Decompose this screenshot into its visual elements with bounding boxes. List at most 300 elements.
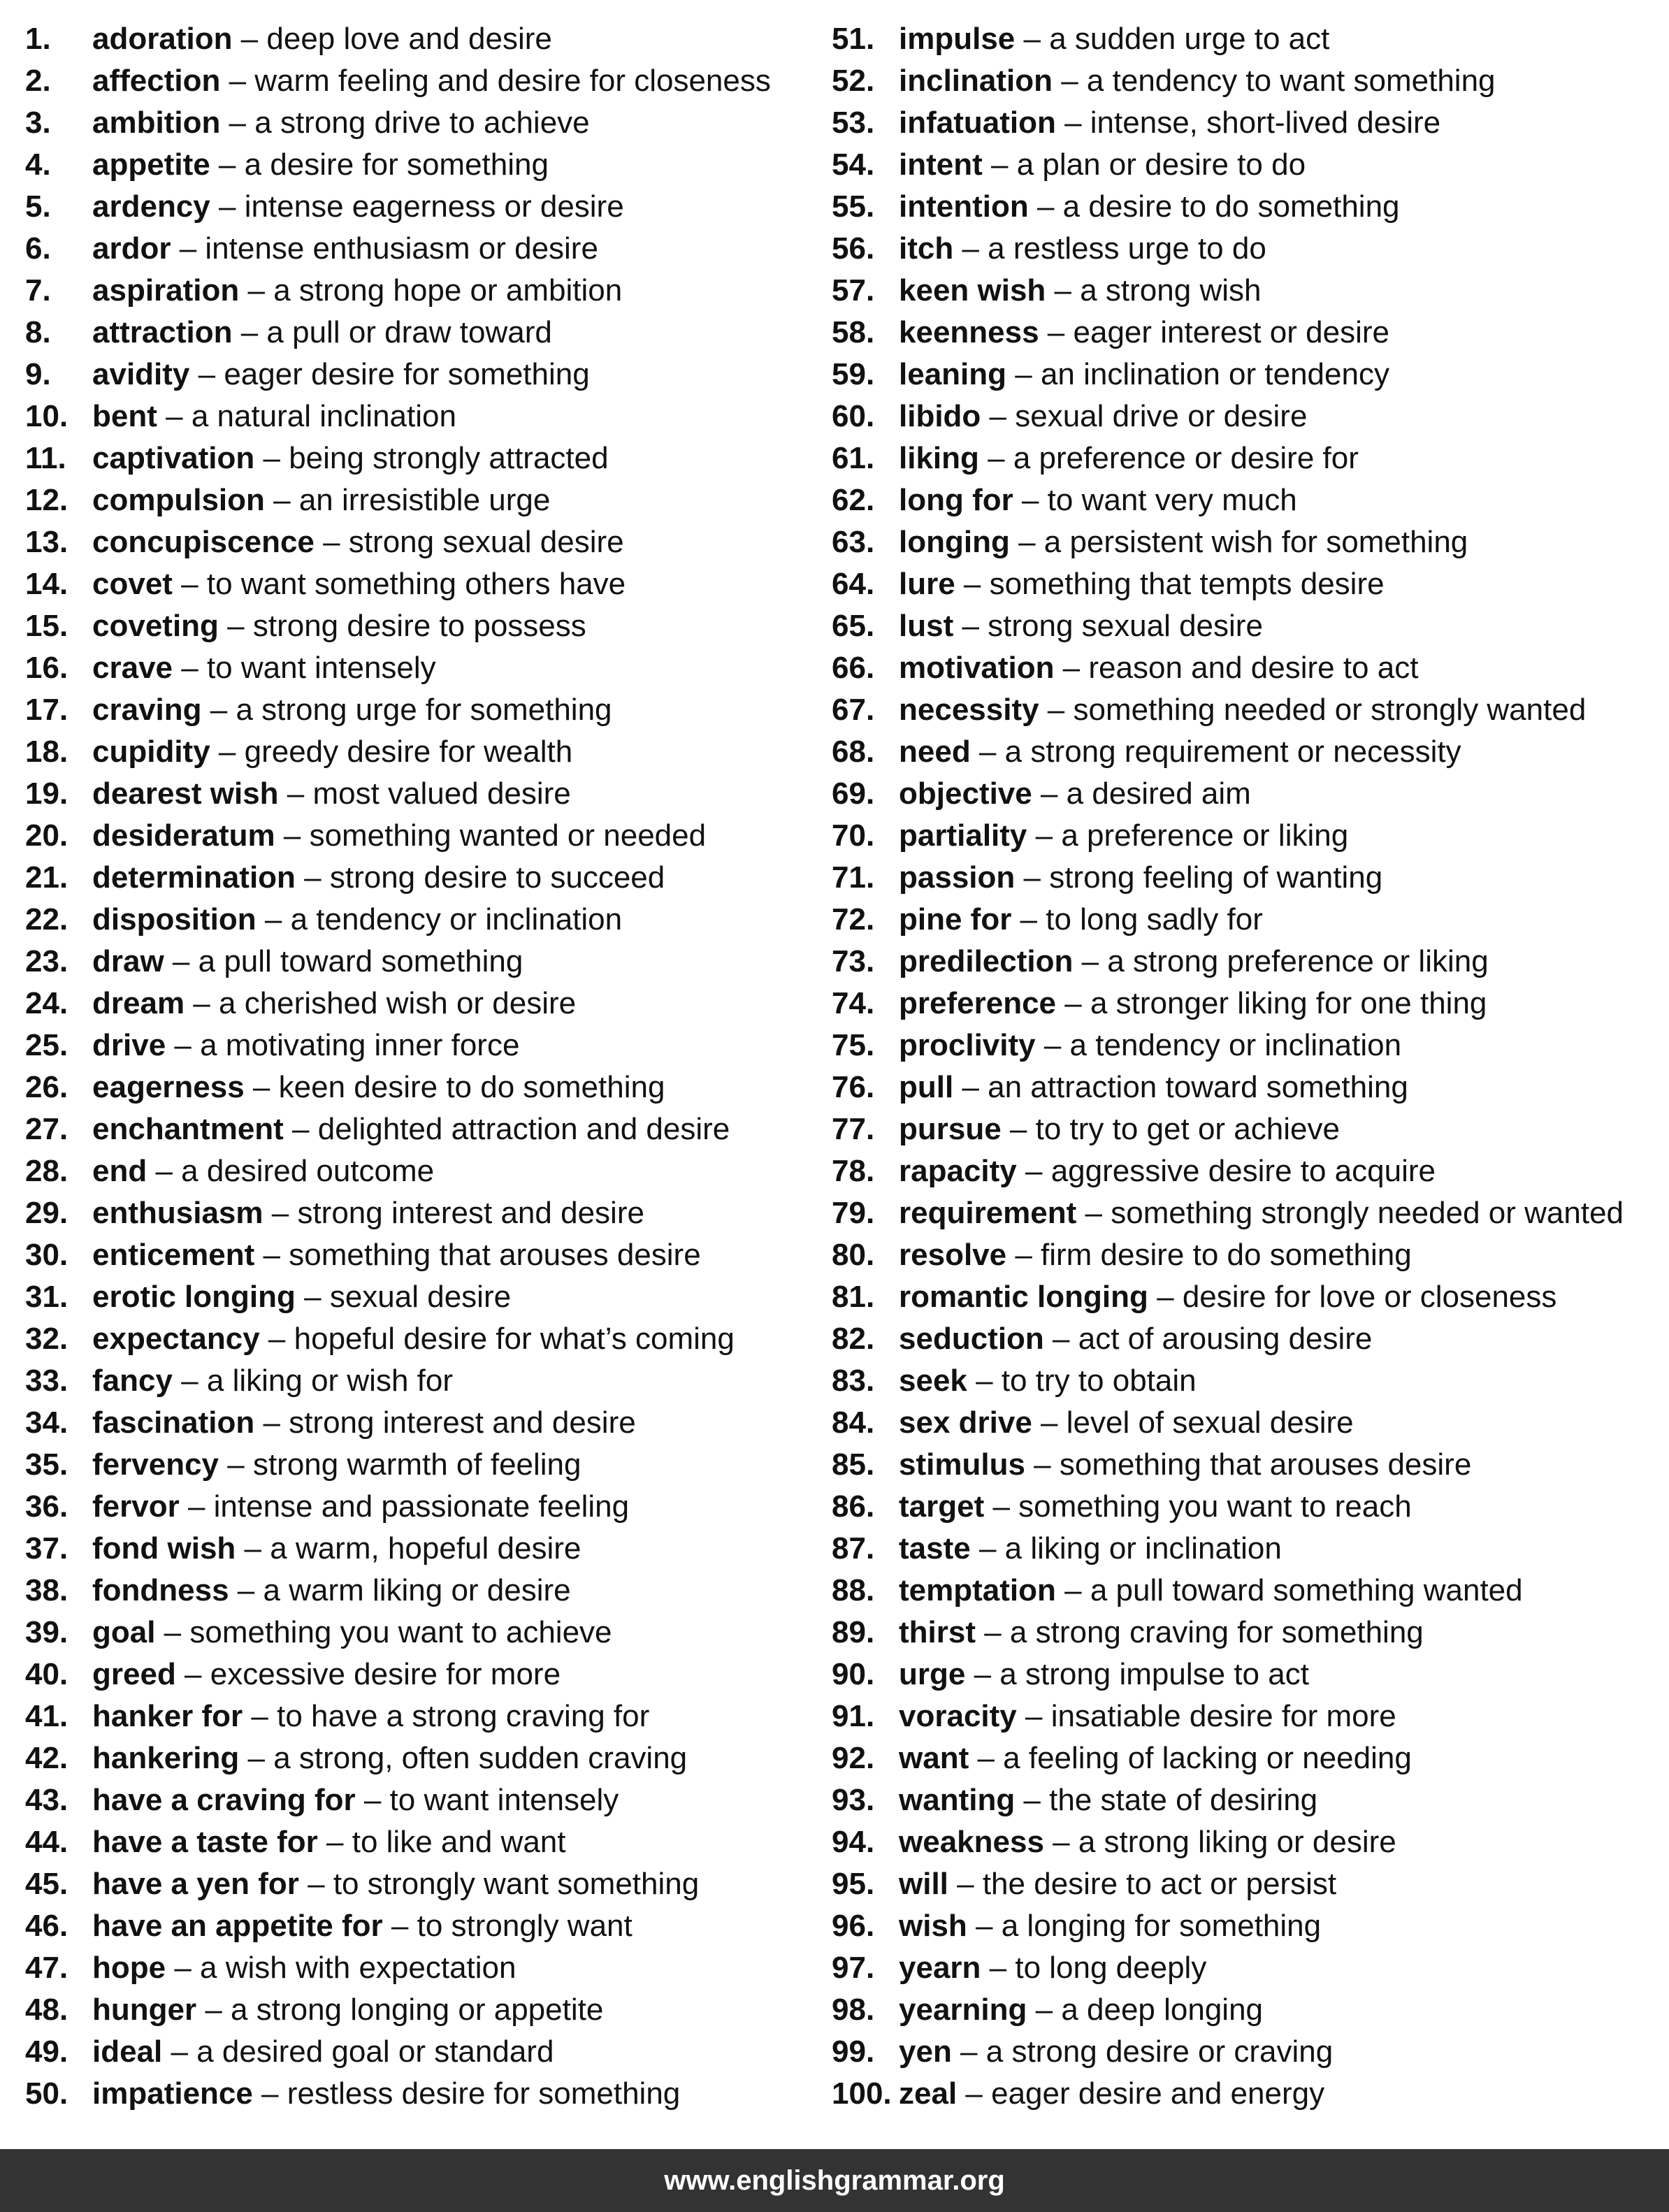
item-number: 56. [832,231,875,266]
item-word: seek [899,1364,967,1398]
item-definition: a desire for something [244,147,549,182]
item-definition: eager desire for something [224,357,590,391]
item-word: hunger [92,1993,197,2027]
item-definition: something that arouses desire [289,1238,701,1272]
item-definition: strong feeling of wanting [1049,860,1383,895]
item-number: 83. [832,1364,875,1398]
item-number: 59. [832,357,875,391]
item-definition: a feeling of lacking or needing [1003,1741,1412,1775]
item-separator: – [1016,1699,1051,1733]
list-item [25,1821,829,1863]
list-item [832,521,1663,563]
list-item [25,354,829,396]
item-number: 46. [25,1909,68,1943]
item-word: weakness [899,1825,1044,1859]
item-definition: a strong, often sudden craving [273,1741,688,1775]
list-item [25,1737,829,1779]
list-item [25,1234,829,1276]
item-definition: the desire to act or persist [982,1867,1337,1901]
item-number: 82. [832,1322,875,1356]
item-separator: – [382,1909,417,1943]
item-number: 84. [832,1405,875,1440]
item-word: concupiscence [92,525,315,559]
item-separator: – [970,1531,1005,1566]
item-number: 41. [25,1699,68,1733]
item-word: expectancy [92,1322,260,1356]
list-item [832,1612,1663,1654]
list-item [25,1654,829,1696]
item-number: 47. [25,1951,68,1985]
item-separator: – [957,2076,992,2111]
footer-url[interactable]: www.englishgrammar.org [664,2164,1005,2196]
item-word: craving [92,693,202,727]
list-item [25,1402,829,1444]
item-number: 39. [25,1615,68,1649]
item-number: 2. [25,64,51,98]
item-number: 35. [25,1447,68,1482]
item-number: 34. [25,1405,68,1440]
item-number: 90. [832,1657,875,1691]
item-word: determination [92,860,296,895]
item-separator: – [317,1825,352,1859]
list-item [832,396,1663,438]
item-definition: a longing for something [1001,1909,1322,1943]
list-item [832,941,1663,983]
list-item [832,1779,1663,1821]
item-separator: – [953,609,988,643]
item-definition: intense and passionate feeling [213,1489,630,1524]
item-number: 55. [832,189,875,224]
item-separator: – [164,944,198,978]
list-item [832,815,1663,857]
item-definition: a cherished wish or desire [219,986,577,1020]
list-item [832,1318,1663,1360]
item-definition: a strong wish [1080,273,1262,308]
item-definition: eager interest or desire [1073,315,1389,349]
item-definition: a strong urge for something [236,693,612,727]
list-item [25,1612,829,1654]
item-word: hope [92,1951,166,1985]
item-word: draw [92,944,164,978]
list-item [25,270,829,312]
item-number: 6. [25,231,51,266]
list-item [25,144,829,186]
item-number: 18. [25,735,68,769]
list-item [832,1360,1663,1402]
item-definition: aggressive desire to acquire [1050,1154,1436,1188]
list-item [832,1108,1663,1150]
item-word: eagerness [92,1070,245,1104]
item-word: dream [92,986,185,1020]
item-number: 76. [832,1070,875,1104]
item-definition: hopeful desire for what’s coming [294,1322,735,1356]
item-number: 12. [25,483,68,517]
item-separator: – [1032,776,1067,811]
item-number: 62. [832,483,875,517]
item-separator: – [236,1531,270,1566]
item-number: 81. [832,1280,875,1314]
item-word: inclination [899,64,1053,98]
item-definition: restless desire for something [287,2076,681,2111]
item-number: 61. [832,441,875,475]
item-word: appetite [92,147,210,182]
item-word: itch [899,231,954,266]
item-definition: something strongly needed or wanted [1111,1196,1624,1230]
item-separator: – [295,1280,330,1314]
item-separator: – [185,986,219,1020]
item-definition: something that tempts desire [989,567,1385,601]
item-word: bent [92,399,157,433]
item-number: 99. [832,2034,875,2069]
item-definition: an inclination or tendency [1040,357,1389,391]
item-number: 100. [832,2076,892,2111]
item-separator: – [254,1405,289,1440]
list-item [832,1234,1663,1276]
item-separator: – [951,2034,986,2069]
item-definition: to want intensely [389,1783,619,1817]
item-number: 53. [832,106,875,140]
item-definition: something you want to reach [1018,1489,1412,1524]
item-word: keen wish [899,273,1046,308]
item-separator: – [314,525,349,559]
item-definition: intense, short-lived desire [1090,106,1441,140]
item-number: 7. [25,273,51,308]
item-separator: – [259,1322,294,1356]
item-definition: eager desire and energy [991,2076,1325,2111]
item-definition: reason and desire to act [1088,651,1419,685]
list-item [25,857,829,899]
list-item [832,1192,1663,1234]
item-definition: a strong hope or ambition [273,273,623,308]
item-word: motivation [899,651,1055,685]
item-separator: – [1055,106,1090,140]
item-word: hankering [92,1741,240,1775]
item-number: 89. [832,1615,875,1649]
list-item [25,396,829,438]
item-definition: strong interest and desire [289,1405,636,1440]
item-word: have a yen for [92,1867,299,1901]
item-separator: – [219,1447,253,1482]
item-definition: strong desire to succeed [329,860,665,895]
item-word: longing [899,525,1010,559]
item-word: infatuation [899,106,1056,140]
item-word: target [899,1489,985,1524]
item-separator: – [1043,1825,1078,1859]
list-item [25,1276,829,1318]
item-number: 96. [832,1909,875,1943]
item-separator: – [298,1867,333,1901]
item-separator: – [982,147,1017,182]
item-definition: sexual drive or desire [1015,399,1308,433]
item-number: 80. [832,1238,875,1272]
item-word: wanting [899,1783,1016,1817]
item-separator: – [189,357,224,391]
item-definition: most valued desire [312,776,571,811]
item-number: 25. [25,1028,68,1062]
item-separator: – [243,1699,277,1733]
item-word: proclivity [899,1028,1036,1062]
list-item [25,1989,829,2031]
item-definition: act of arousing desire [1078,1322,1373,1356]
item-definition: level of sexual desire [1066,1405,1354,1440]
item-separator: – [981,1951,1016,1985]
item-separator: – [967,1364,1002,1398]
list-item [25,438,829,479]
item-separator: – [278,776,313,811]
item-word: fondness [92,1573,229,1607]
list-item [25,1779,829,1821]
item-separator: – [981,399,1016,433]
item-separator: – [953,1070,988,1104]
item-number: 63. [832,525,875,559]
list-item [832,228,1663,270]
item-definition: a strong longing or appetite [231,1993,604,2027]
item-number: 48. [25,1993,68,2027]
item-word: impulse [899,22,1016,56]
item-number: 72. [832,902,875,937]
item-definition: a wish with expectation [200,1951,516,1985]
item-definition: a motivating inner force [200,1028,520,1062]
list-item [832,605,1663,647]
item-word: yearning [899,1993,1027,2027]
item-word: yen [899,2034,952,2069]
item-definition: a strong preference or liking [1107,944,1489,978]
item-number: 52. [832,64,875,98]
list-item [25,1947,829,1989]
item-word: fervor [92,1489,180,1524]
item-definition: a preference or desire for [1013,441,1359,475]
item-definition: a strong drive to achieve [254,106,590,140]
item-separator: – [254,441,289,475]
item-separator: – [1009,525,1044,559]
item-separator: – [171,231,205,266]
item-definition: to try to obtain [1001,1364,1197,1398]
item-definition: something that arouses desire [1059,1447,1472,1482]
item-number: 69. [832,776,875,811]
item-number: 75. [832,1028,875,1062]
item-definition: a strong impulse to act [999,1657,1309,1691]
item-definition: a tendency to want something [1086,64,1496,98]
item-word: yearn [899,1951,981,1985]
item-number: 3. [25,106,51,140]
list-item [832,1570,1663,1612]
item-number: 74. [832,986,875,1020]
item-definition: a persistent wish for something [1043,525,1468,559]
item-number: 93. [832,1783,875,1817]
item-number: 91. [832,1699,875,1733]
item-separator: – [1046,273,1081,308]
item-separator: – [244,1070,279,1104]
item-separator: – [1025,1447,1060,1482]
item-word: pine for [899,902,1012,937]
item-definition: a liking or inclination [1004,1531,1282,1566]
item-separator: – [229,1573,263,1607]
item-separator: – [953,231,988,266]
list-item [832,647,1663,689]
list-item [25,228,829,270]
list-item [832,1444,1663,1486]
list-item [832,563,1663,605]
item-number: 49. [25,2034,68,2069]
item-separator: – [1032,1405,1067,1440]
item-word: partiality [899,818,1027,853]
item-number: 95. [832,1867,875,1901]
item-separator: – [210,189,245,224]
item-word: seduction [899,1322,1044,1356]
item-separator: – [355,1783,390,1817]
item-separator: – [1148,1280,1183,1314]
item-number: 67. [832,693,875,727]
item-definition: something you want to achieve [189,1615,612,1649]
list-item [832,479,1663,521]
item-word: zeal [899,2076,958,2111]
list-item [25,1905,829,1947]
item-number: 54. [832,147,875,182]
item-word: thirst [899,1615,976,1649]
item-definition: a sudden urge to act [1049,22,1330,56]
item-separator: – [1016,1154,1051,1188]
item-word: fervency [92,1447,219,1482]
item-word: captivation [92,441,255,475]
list-item [832,1025,1663,1067]
item-number: 5. [25,189,51,224]
list-item [25,1360,829,1402]
item-definition: strong sexual desire [348,525,624,559]
list-item [25,312,829,354]
item-separator: – [179,1489,214,1524]
list-item [25,1067,829,1108]
list-item [25,647,829,689]
item-separator: – [1053,64,1087,98]
item-word: fancy [92,1364,173,1398]
list-item [832,186,1663,228]
item-word: ardor [92,231,171,266]
item-number: 40. [25,1657,68,1691]
item-word: have a craving for [92,1783,356,1817]
item-definition: deep love and desire [266,22,552,56]
item-word: romantic longing [899,1280,1148,1314]
item-number: 42. [25,1741,68,1775]
item-definition: a strong liking or desire [1078,1825,1396,1859]
item-word: lust [899,609,954,643]
item-definition: to want something others have [206,567,626,601]
item-separator: – [232,315,267,349]
list-item [25,1528,829,1570]
item-word: have a taste for [92,1825,318,1859]
item-number: 94. [832,1825,875,1859]
item-number: 1. [25,22,51,56]
item-word: taste [899,1531,971,1566]
item-number: 19. [25,776,68,811]
item-definition: the state of desiring [1049,1783,1318,1817]
list-item [25,1150,829,1192]
item-word: disposition [92,902,257,937]
item-separator: – [210,735,245,769]
item-separator: – [1076,1196,1111,1230]
list-item [25,983,829,1025]
item-separator: – [147,1154,182,1188]
list-item [25,899,829,941]
item-separator: – [1043,1322,1078,1356]
item-definition: something needed or strongly wanted [1073,693,1587,727]
item-word: rapacity [899,1154,1017,1188]
item-separator: – [173,651,207,685]
item-separator: – [1015,860,1050,895]
item-number: 45. [25,1867,68,1901]
item-separator: – [162,2034,197,2069]
item-word: greed [92,1657,176,1691]
item-word: covet [92,567,173,601]
item-definition: a pull toward something [198,944,523,978]
list-item [832,1402,1663,1444]
list-item [832,2073,1663,2115]
item-definition: intense eagerness or desire [244,189,624,224]
item-number: 65. [832,609,875,643]
item-definition: a desired aim [1066,776,1251,811]
item-word: enchantment [92,1112,284,1146]
item-definition: to like and want [352,1825,566,1859]
list-item [832,312,1663,354]
item-word: wish [899,1909,967,1943]
item-definition: delighted attraction and desire [317,1112,730,1146]
item-definition: a pull or draw toward [266,315,552,349]
item-word: compulsion [92,483,265,517]
list-item [832,1905,1663,1947]
item-number: 8. [25,315,51,349]
item-definition: intense enthusiasm or desire [205,231,598,266]
item-definition: warm feeling and desire for closeness [254,64,771,98]
item-separator: – [283,1112,318,1146]
list-item [25,605,829,647]
item-definition: to want very much [1047,483,1297,517]
item-separator: – [218,609,253,643]
list-item [25,1696,829,1737]
item-definition: to have a strong craving for [277,1699,650,1733]
list-item [832,438,1663,479]
item-separator: – [1054,651,1089,685]
item-number: 17. [25,693,68,727]
item-word: end [92,1154,147,1188]
footer-bar [0,2149,1669,2212]
item-word: temptation [899,1573,1056,1607]
item-separator: – [166,1951,201,1985]
list-item [25,731,829,773]
item-word: coveting [92,609,219,643]
item-definition: a strong desire or craving [985,2034,1334,2069]
item-definition: to long sadly for [1046,902,1263,937]
list-item [25,1444,829,1486]
item-word: crave [92,651,173,685]
item-separator: – [1039,693,1074,727]
list-item [832,1486,1663,1528]
item-definition: a strong requirement or necessity [1004,735,1461,769]
item-number: 92. [832,1741,875,1775]
list-item [25,1570,829,1612]
item-number: 73. [832,944,875,978]
item-word: pursue [899,1112,1002,1146]
list-item [832,731,1663,773]
list-item [25,1192,829,1234]
item-definition: a tendency or inclination [290,902,623,937]
item-separator: – [1035,1028,1070,1062]
list-item [832,102,1663,144]
item-word: fascination [92,1405,255,1440]
item-separator: – [166,1028,201,1062]
item-definition: a strong craving for something [1009,1615,1424,1649]
item-number: 36. [25,1489,68,1524]
item-word: passion [899,860,1016,895]
item-separator: – [1006,1238,1041,1272]
